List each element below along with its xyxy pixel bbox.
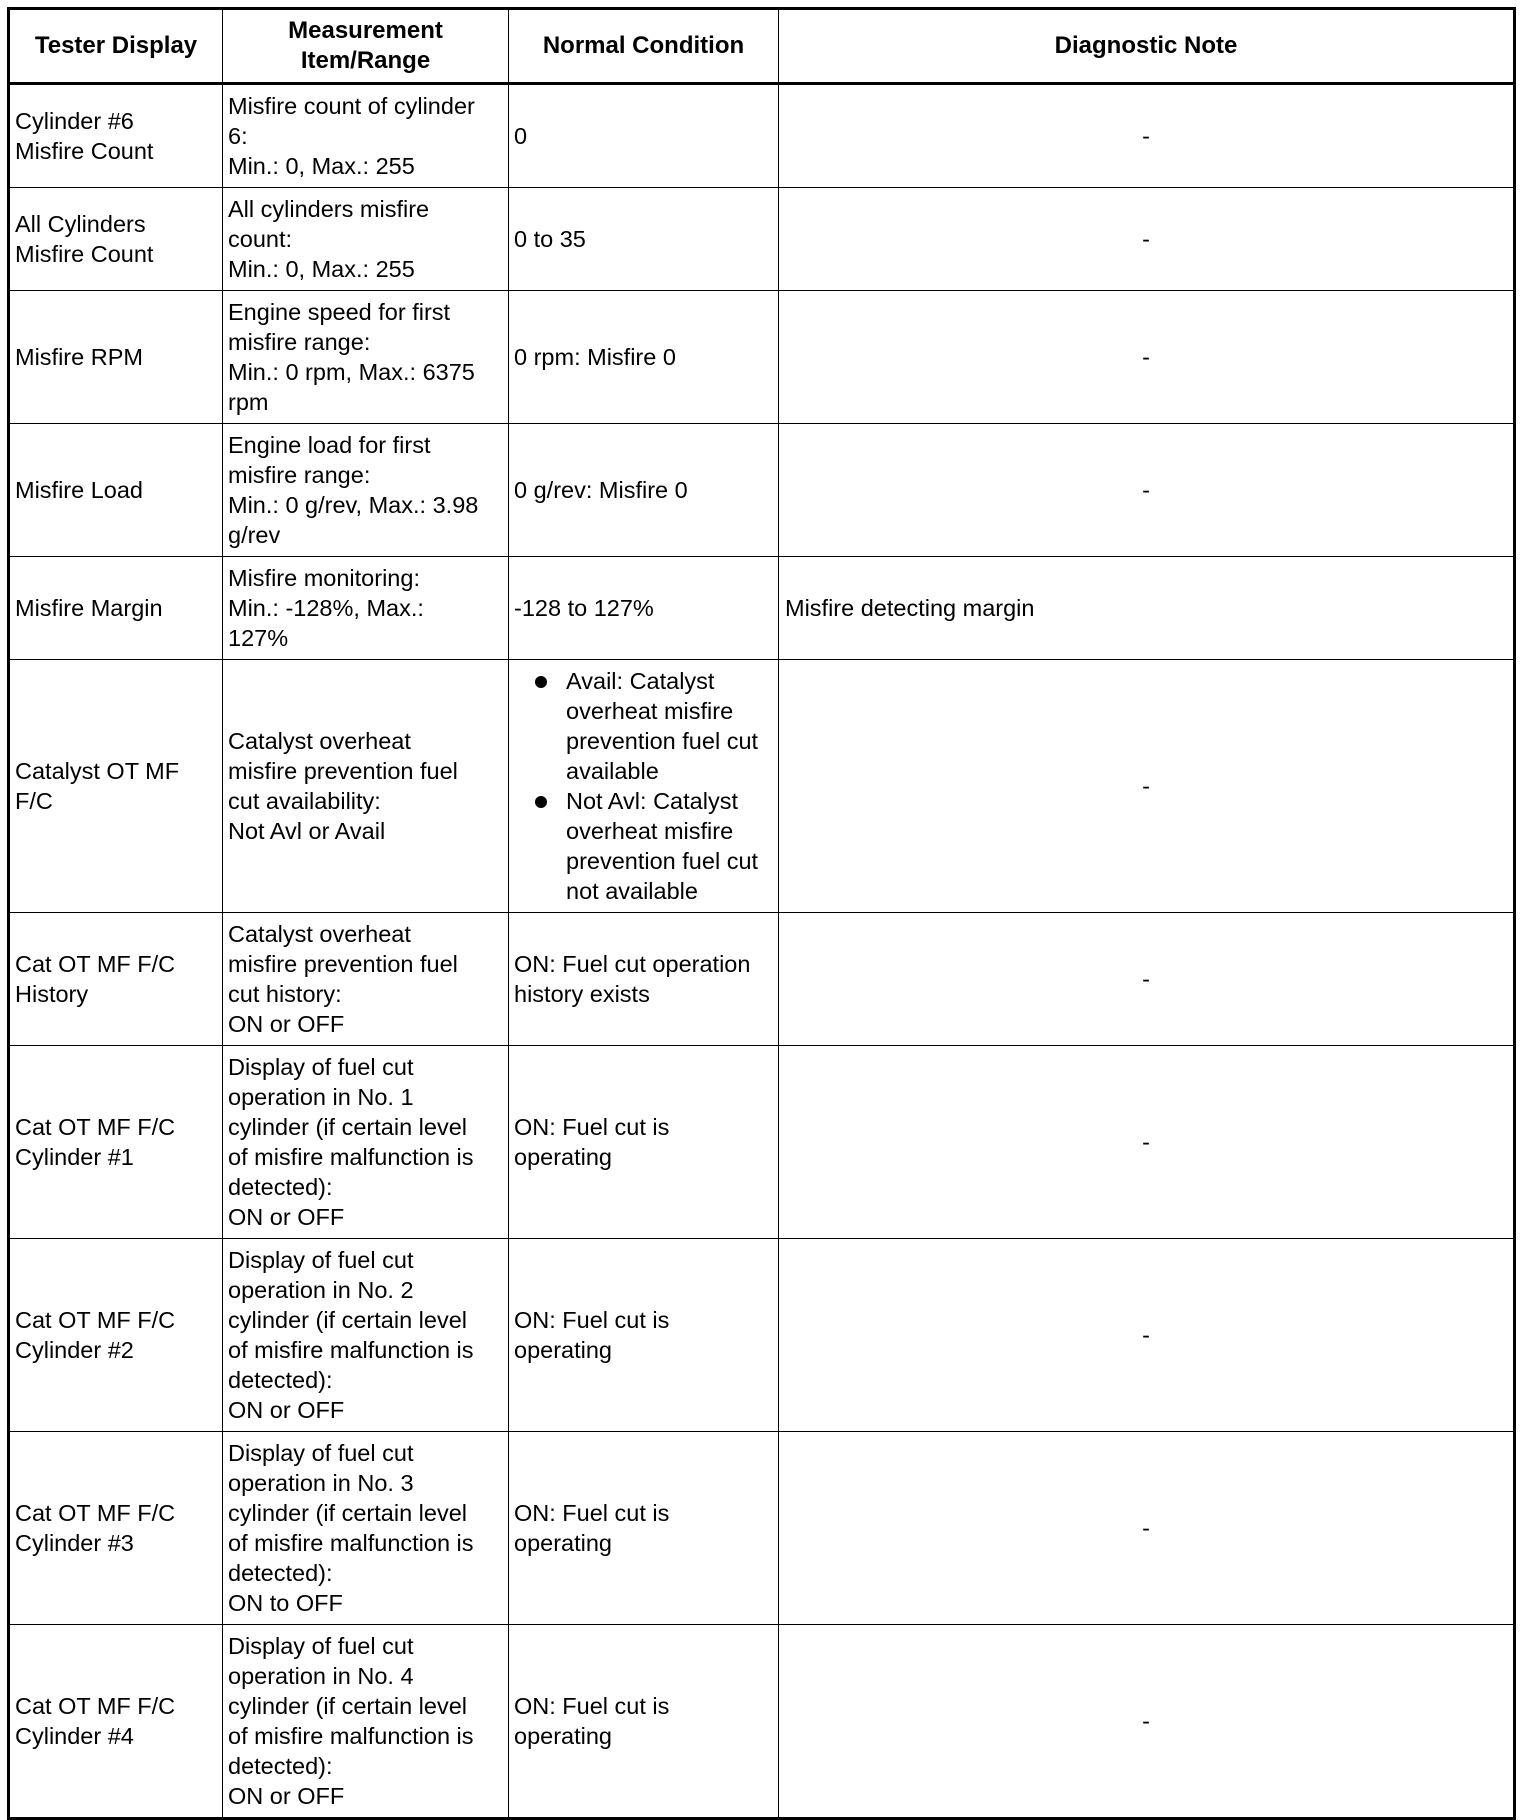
- measurement-cell-line: detected):: [228, 1753, 333, 1779]
- measurement-cell-line: Catalyst overheat: [228, 728, 411, 754]
- table-header: [9, 9, 1515, 84]
- tester-display-cell-line: All Cylinders: [15, 211, 146, 237]
- measurement-cell-line: Min.: -128%, Max.:: [228, 595, 424, 621]
- tester-display-cell-line: Cylinder #4: [15, 1723, 134, 1749]
- tester-display-cell-line: Cat OT MF F/C: [15, 1114, 176, 1140]
- normal-condition-cell-line: 0: [514, 123, 528, 149]
- bullet-item: [514, 666, 773, 786]
- diagnostic-note-cell: -: [779, 1239, 1515, 1432]
- measurement-cell: [223, 291, 509, 424]
- measurement-cell: [223, 557, 509, 660]
- table-row: [9, 1046, 1515, 1239]
- normal-condition-cell-line: -128 to 127%: [514, 595, 654, 621]
- measurement-cell-line: of misfire malfunction is: [228, 1337, 474, 1363]
- measurement-cell-line: Misfire count of cylinder: [228, 93, 475, 119]
- measurement-cell-line: of misfire malfunction is: [228, 1723, 474, 1749]
- normal-condition-cell: [509, 557, 779, 660]
- measurement-cell: [223, 84, 509, 188]
- table-body: [9, 84, 1515, 1819]
- diagnostic-note-cell: -: [779, 913, 1515, 1046]
- tester-display-cell-line: Cylinder #1: [15, 1144, 134, 1170]
- table-row: [9, 84, 1515, 188]
- data-list-sheet: [7, 7, 1513, 1820]
- measurement-cell-line: g/rev: [228, 522, 281, 548]
- tester-display-cell-line: Cylinder #3: [15, 1530, 134, 1556]
- tester-display-cell-line: Cat OT MF F/C: [15, 1500, 176, 1526]
- tester-display-cell-line: Cylinder #2: [15, 1337, 134, 1363]
- measurement-cell-line: All cylinders misfire: [228, 196, 430, 222]
- measurement-cell-line: Display of fuel cut: [228, 1633, 414, 1659]
- normal-condition-cell: [509, 1239, 779, 1432]
- header-tester-display: Tester Display: [9, 9, 223, 84]
- diagnostic-note-cell: -: [779, 660, 1515, 913]
- measurement-cell-line: operation in No. 2: [228, 1277, 414, 1303]
- tester-display-cell: [9, 913, 223, 1046]
- table-row: [9, 557, 1515, 660]
- table-row: [9, 188, 1515, 291]
- tester-display-cell: [9, 1239, 223, 1432]
- tester-display-cell: [9, 1625, 223, 1819]
- normal-condition-cell-line: ON: Fuel cut operation: [514, 951, 751, 977]
- table-row: [9, 291, 1515, 424]
- measurement-cell-line: 127%: [228, 625, 289, 651]
- tester-display-cell-line: Cylinder #6: [15, 108, 134, 134]
- normal-condition-cell: [509, 660, 779, 913]
- measurement-cell-line: Display of fuel cut: [228, 1054, 414, 1080]
- diagnostic-note-cell: -: [779, 1432, 1515, 1625]
- normal-condition-bullet-list: [514, 666, 773, 906]
- diagnostic-note-cell: Misfire detecting margin: [779, 557, 1515, 660]
- normal-condition-cell-line: 0 to 35: [514, 226, 586, 252]
- tester-display-cell: [9, 660, 223, 913]
- measurement-cell-line: operation in No. 1: [228, 1084, 414, 1110]
- normal-condition-cell-line: ON: Fuel cut is: [514, 1500, 670, 1526]
- tester-display-cell-line: Misfire Count: [15, 241, 154, 267]
- tester-display-cell: [9, 1432, 223, 1625]
- measurement-cell: [223, 660, 509, 913]
- tester-display-cell-line: Misfire Load: [15, 477, 143, 503]
- header-measurement-line: Item/Range: [300, 47, 431, 74]
- normal-condition-cell-line: operating: [514, 1723, 612, 1749]
- header-normal-condition: Normal Condition: [509, 9, 779, 84]
- bullet-item-line: Avail: Catalyst: [566, 668, 715, 694]
- bullet-item-line: overheat misfire: [566, 698, 734, 724]
- measurement-cell-line: misfire range:: [228, 462, 371, 488]
- measurement-cell-line: cylinder (if certain level: [228, 1114, 468, 1140]
- measurement-cell-line: Min.: 0 rpm, Max.: 6375: [228, 359, 475, 385]
- measurement-cell: [223, 188, 509, 291]
- measurement-cell-line: detected):: [228, 1560, 333, 1586]
- measurement-cell-line: ON or OFF: [228, 1204, 345, 1230]
- normal-condition-cell: [509, 84, 779, 188]
- header-diagnostic-note: Diagnostic Note: [779, 9, 1515, 84]
- measurement-cell-line: of misfire malfunction is: [228, 1530, 474, 1556]
- bullet-item: [514, 786, 773, 906]
- measurement-cell-line: 6:: [228, 123, 248, 149]
- diagnostic-note-cell: -: [779, 84, 1515, 188]
- table-row: [9, 1625, 1515, 1819]
- bullet-item-line: available: [566, 758, 659, 784]
- table-row: [9, 1239, 1515, 1432]
- diagnostic-note-cell: -: [779, 1625, 1515, 1819]
- tester-display-cell-line: History: [15, 981, 89, 1007]
- normal-condition-cell-line: ON: Fuel cut is: [514, 1114, 670, 1140]
- tester-display-cell-line: Cat OT MF F/C: [15, 1693, 176, 1719]
- measurement-cell: [223, 913, 509, 1046]
- measurement-cell-line: detected):: [228, 1367, 333, 1393]
- measurement-cell-line: operation in No. 4: [228, 1663, 414, 1689]
- measurement-cell-line: misfire range:: [228, 329, 371, 355]
- table-row: [9, 913, 1515, 1046]
- measurement-cell-line: ON or OFF: [228, 1011, 345, 1037]
- normal-condition-cell: [509, 188, 779, 291]
- normal-condition-cell-line: history exists: [514, 981, 650, 1007]
- table-row: [9, 1432, 1515, 1625]
- table-row: [9, 424, 1515, 557]
- tester-display-cell: [9, 291, 223, 424]
- measurement-cell-line: Not Avl or Avail: [228, 818, 386, 844]
- tester-display-cell-line: Cat OT MF F/C: [15, 1307, 176, 1333]
- diagnostic-note-cell: -: [779, 424, 1515, 557]
- bullet-item-line: overheat misfire: [566, 818, 734, 844]
- tester-display-cell-line: Misfire Margin: [15, 595, 163, 621]
- measurement-cell-line: detected):: [228, 1174, 333, 1200]
- measurement-cell-line: ON or OFF: [228, 1397, 345, 1423]
- measurement-cell-line: Min.: 0, Max.: 255: [228, 153, 415, 179]
- tester-display-cell-line: Misfire RPM: [15, 344, 143, 370]
- tester-display-cell: [9, 1046, 223, 1239]
- tester-display-cell-line: F/C: [15, 788, 53, 814]
- measurement-cell-line: count:: [228, 226, 293, 252]
- normal-condition-cell-line: operating: [514, 1144, 612, 1170]
- measurement-cell: [223, 1239, 509, 1432]
- table-row: [9, 660, 1515, 913]
- tester-display-cell-line: Catalyst OT MF: [15, 758, 180, 784]
- diagnostic-note-cell: -: [779, 291, 1515, 424]
- measurement-cell-line: Engine speed for first: [228, 299, 451, 325]
- normal-condition-cell-line: 0 g/rev: Misfire 0: [514, 477, 688, 503]
- header-row: [9, 9, 1515, 84]
- measurement-cell-line: ON to OFF: [228, 1590, 343, 1616]
- data-list-table: [7, 7, 1516, 1820]
- measurement-cell: [223, 1625, 509, 1819]
- normal-condition-cell-line: ON: Fuel cut is: [514, 1307, 670, 1333]
- tester-display-cell-line: Cat OT MF F/C: [15, 951, 176, 977]
- measurement-cell-line: misfire prevention fuel: [228, 758, 458, 784]
- measurement-cell-line: cylinder (if certain level: [228, 1500, 468, 1526]
- normal-condition-cell-line: operating: [514, 1337, 612, 1363]
- measurement-cell-line: operation in No. 3: [228, 1470, 414, 1496]
- measurement-cell-line: Display of fuel cut: [228, 1440, 414, 1466]
- measurement-cell-line: Catalyst overheat: [228, 921, 411, 947]
- measurement-cell-line: Misfire monitoring:: [228, 565, 420, 591]
- measurement-cell-line: Min.: 0 g/rev, Max.: 3.98: [228, 492, 479, 518]
- measurement-cell: [223, 1046, 509, 1239]
- diagnostic-note-cell: -: [779, 1046, 1515, 1239]
- measurement-cell-line: misfire prevention fuel: [228, 951, 458, 977]
- bullet-item-line: prevention fuel cut: [566, 728, 759, 754]
- measurement-cell-line: cylinder (if certain level: [228, 1693, 468, 1719]
- normal-condition-cell-line: ON: Fuel cut is: [514, 1693, 670, 1719]
- tester-display-cell: [9, 188, 223, 291]
- header-measurement-item-range: [223, 9, 509, 84]
- tester-display-cell: [9, 424, 223, 557]
- bullet-item-line: prevention fuel cut: [566, 848, 759, 874]
- tester-display-cell: [9, 84, 223, 188]
- measurement-cell: [223, 1432, 509, 1625]
- measurement-cell-line: rpm: [228, 389, 269, 415]
- header-measurement-line: Measurement: [288, 17, 443, 44]
- measurement-cell-line: of misfire malfunction is: [228, 1144, 474, 1170]
- normal-condition-cell: [509, 424, 779, 557]
- tester-display-cell-line: Misfire Count: [15, 138, 154, 164]
- normal-condition-cell: [509, 1046, 779, 1239]
- measurement-cell-line: Engine load for first: [228, 432, 431, 458]
- tester-display-cell: [9, 557, 223, 660]
- measurement-cell-line: cut availability:: [228, 788, 381, 814]
- normal-condition-cell: [509, 913, 779, 1046]
- normal-condition-cell-line: 0 rpm: Misfire 0: [514, 344, 676, 370]
- normal-condition-cell: [509, 1625, 779, 1819]
- measurement-cell-line: Min.: 0, Max.: 255: [228, 256, 415, 282]
- measurement-cell: [223, 424, 509, 557]
- measurement-cell-line: cylinder (if certain level: [228, 1307, 468, 1333]
- normal-condition-cell: [509, 291, 779, 424]
- measurement-cell-line: Display of fuel cut: [228, 1247, 414, 1273]
- measurement-cell-line: cut history:: [228, 981, 342, 1007]
- bullet-item-line: Not Avl: Catalyst: [566, 788, 738, 814]
- measurement-cell-line: ON or OFF: [228, 1783, 345, 1809]
- bullet-item-line: not available: [566, 878, 698, 904]
- normal-condition-cell-line: operating: [514, 1530, 612, 1556]
- normal-condition-cell: [509, 1432, 779, 1625]
- diagnostic-note-cell: -: [779, 188, 1515, 291]
